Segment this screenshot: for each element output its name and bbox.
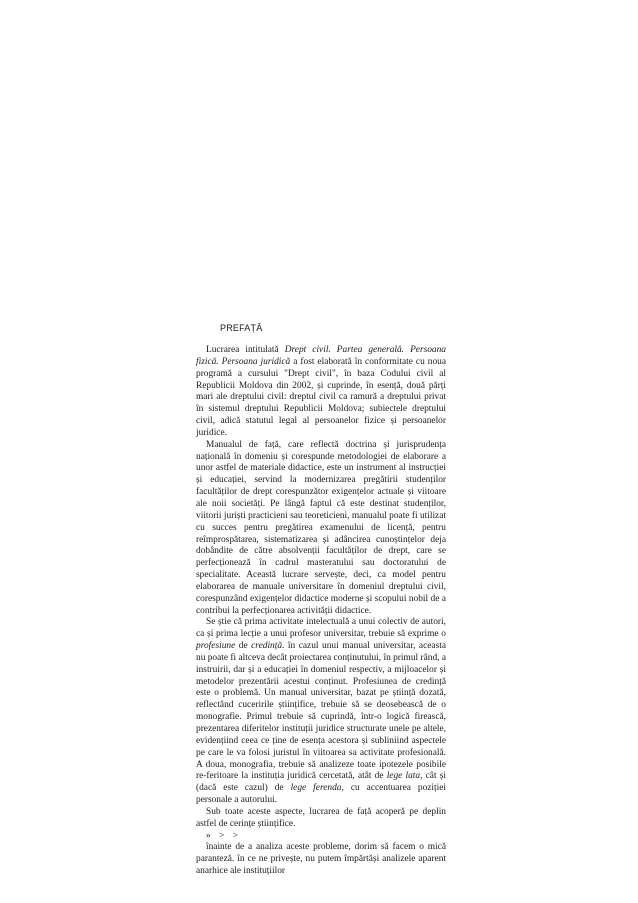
paragraph <box>196 440 446 618</box>
page-title: PREFAȚĂ <box>220 323 263 333</box>
text-run: Sub toate aceste aspecte, lucrarea de față acoperă pe deplin astfel de cerințe științifice. <box>196 806 446 829</box>
text-run: înainte de a analiza aceste probleme, dorim să facem o mică paranteză. în ce ne privește, nu putem împărtăși analizele aparent anarhice ale instituțiilor <box>196 842 446 877</box>
text-run: Lucrarea intitulată <box>206 345 285 355</box>
paragraph <box>196 831 446 843</box>
text-run: » > > <box>206 830 238 841</box>
text-run: a fost elaborată în conformitate cu noua programă a cursului "Drept civil", în baza Codului civil al Republicii Moldova din 2002, și cuprinde, în esență, două părți mari ale dreptului civil: dreptul civil ca ramură a dreptului privat în sistemul dreptului Republicii Moldova; subiectele dreptului civil, adică statutul legal al persoanelor fizice și persoanelor juridice. <box>196 356 446 438</box>
paragraph <box>196 807 446 831</box>
italic-run: lege lata <box>386 771 421 782</box>
paragraph <box>196 842 446 878</box>
text-run: . în cazul unui manual universitar, aceasta nu poate fi altceva decât proiectarea conținutului, în primul rând, a instruirii, dar și a educației în domeniul respectiv, a mijloacelor și metodelor prezentării acestui conținut. Profesiunea de credință este o problemă. Un manual universitar, bazat pe știință dozată, reflectând cuceririle științifice, trebuie să se deosebească de o monografie. Primul trebuie să cuprindă, într-o logică firească, prezentarea diferitelor instituții juridice structurate unele pe altele, evidențiind ceea ce ține de esența acestora și subliniind aspectele pe care le va folosi juristul în viitoarea sa activitate profesională. A doua, monografia, trebuie să analizeze toate ipotezele posibile re-feritoare la instituția juridică cercetată, atât de <box>196 641 446 782</box>
text-run: de <box>235 641 252 652</box>
text-run: , cât și (dacă este cazul) de <box>196 771 446 794</box>
italic-run: Drept civil. Partea generală. Persoana fizică. Persoana juridică <box>196 345 446 367</box>
body-text <box>196 345 446 878</box>
text-run: Manualul de față, care reflectă doctrina și jurisprudența națională în domeniu și corespunde metodologiei de elaborare a unor astfel de materiale didactice, este un instrument al instrucției și educației, servind la modernizarea pregătirii studenților facultăților de drept corespunzător exigențelor actuale și viitoare ale noii societăți. Pe lângă faptul că este destinat studenților, viitorii juriști practicieni sau teoreticieni, manualul poate fi utilizat cu succes pentru pregătirea examenului de licență, pentru reîmprospătarea, sistematizarea și adâncirea cunoștințelor deja dobândite de către absolvenții facultăților de drept, care se perfecționează în cadrul masteratului sau doctoratului de specialitate. Această lucrare servește, deci, ca model pentru elaborarea de manuale universitare în domeniul dreptului civil, corespunzând exigențelor didactice moderne și scopului nobil de a contribui la perfecționarea activității didactice. <box>196 439 446 616</box>
paragraph <box>196 345 446 440</box>
italic-run: lege ferenda <box>290 783 342 794</box>
italic-run: profesiune <box>196 641 236 652</box>
italic-run: credință <box>251 641 283 652</box>
paragraph <box>196 617 446 807</box>
text-run: , cu accentuarea poziției personale a autorului. <box>196 783 446 806</box>
text-run: Se știe că prima activitate intelectuală a unui colectiv de autori, ca și prima lecție a unui profesor universitar, trebuie să exprime o <box>196 617 446 640</box>
